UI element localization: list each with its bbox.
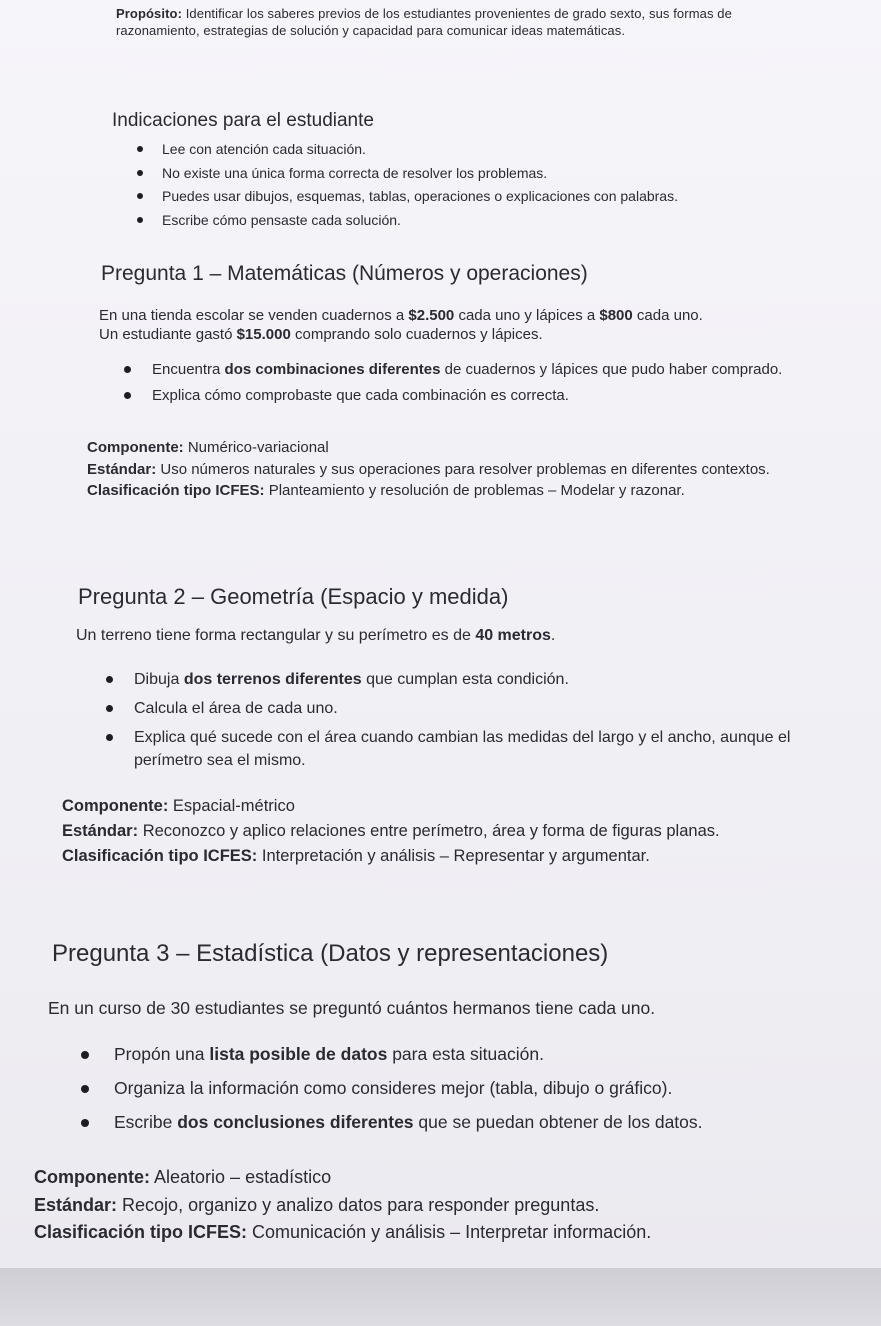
list-item xyxy=(134,668,854,691)
component-line xyxy=(34,1164,854,1192)
question-2-metadata xyxy=(62,794,862,869)
task-text: Dibuja xyxy=(134,671,184,688)
task-text: que se puedan obtener de los datos. xyxy=(413,1112,703,1132)
task-text: Escribe xyxy=(114,1112,178,1132)
question-3-tasks xyxy=(114,1042,854,1144)
standard-label: Estándar: xyxy=(34,1194,118,1215)
standard-line xyxy=(87,460,847,480)
statement-text: comprando solo cuadernos y lápices. xyxy=(290,326,543,343)
question-3-statement: En un curso de 30 estudiantes se preguntó cuántos hermanos tiene cada uno. xyxy=(48,998,656,1018)
question-2-tasks xyxy=(134,668,854,778)
statement-text: cada uno. xyxy=(632,307,703,324)
list-item xyxy=(114,1042,854,1066)
component-label: Componente: xyxy=(34,1167,150,1187)
classification-line xyxy=(87,481,847,501)
question-1-statement xyxy=(99,306,819,344)
task-emphasis: lista posible de datos xyxy=(209,1044,388,1064)
standard-line xyxy=(62,819,862,844)
component-line xyxy=(87,438,847,458)
list-item: Escribe cómo pensaste cada solución. xyxy=(162,210,678,234)
purpose-text: Identificar los saberes previos de los estudiantes provenientes de grado sexto, sus formas de razonamiento, estrategias de solución y capacidad para comunicar ideas matemáticas. xyxy=(116,6,732,38)
purpose-paragraph xyxy=(116,5,776,39)
page-bottom-shadow xyxy=(0,1268,881,1326)
standard-label: Estándar: xyxy=(62,822,139,840)
list-item xyxy=(152,386,802,405)
list-item xyxy=(114,1076,854,1100)
task-text: Explica cómo comprobaste que cada combinación es correcta. xyxy=(152,387,569,404)
standard-label: Estándar: xyxy=(87,460,157,478)
statement-text: . xyxy=(550,627,556,644)
question-3-metadata xyxy=(34,1164,854,1247)
classification-line xyxy=(34,1219,854,1247)
task-text: Explica qué sucede con el área cuando cambian las medidas del largo y el ancho, aunque el perímetro sea el mismo. xyxy=(134,729,791,769)
question-1-metadata xyxy=(87,438,847,503)
question-1-title: Pregunta 1 – Matemáticas (Números y operaciones) xyxy=(101,262,588,285)
list-item xyxy=(134,697,854,720)
task-text: de cuadernos y lápices que pudo haber comprado. xyxy=(440,361,783,378)
list-item xyxy=(114,1110,854,1134)
component-value: Espacial-métrico xyxy=(168,797,295,815)
statement-text: En una tienda escolar se venden cuadernos a xyxy=(99,307,409,324)
instructions-title: Indicaciones para el estudiante xyxy=(112,110,374,131)
statement-text: cada uno y lápices a xyxy=(454,307,600,324)
classification-label: Clasificación tipo ICFES: xyxy=(62,847,258,865)
component-label: Componente: xyxy=(62,797,169,815)
task-text: Calcula el área de cada uno. xyxy=(134,700,338,717)
component-value: Aleatorio – estadístico xyxy=(150,1167,332,1187)
task-text: Encuentra xyxy=(152,361,225,378)
question-3-title: Pregunta 3 – Estadística (Datos y representaciones) xyxy=(52,940,609,967)
classification-line xyxy=(62,844,862,869)
notebook-price: $2.500 xyxy=(408,307,455,324)
standard-value: Reconozco y aplico relaciones entre perímetro, área y forma de figuras planas. xyxy=(138,822,720,840)
task-text: para esta situación. xyxy=(387,1044,544,1064)
list-item: Puedes usar dibujos, esquemas, tablas, operaciones o explicaciones con palabras. xyxy=(162,186,678,210)
classification-label: Clasificación tipo ICFES: xyxy=(34,1222,248,1242)
standard-value: Recojo, organizo y analizo datos para responder preguntas. xyxy=(117,1194,600,1215)
standard-line xyxy=(34,1192,854,1220)
task-text: Organiza la información como consideres mejor (tabla, dibujo o gráfico). xyxy=(114,1078,673,1098)
list-item xyxy=(152,360,802,379)
task-emphasis: dos combinaciones diferentes xyxy=(224,361,441,378)
perimeter-value: 40 metros xyxy=(475,627,551,644)
list-item xyxy=(134,726,854,772)
classification-value: Planteamiento y resolución de problemas – Modelar y razonar. xyxy=(264,482,685,499)
standard-value: Uso números naturales y sus operaciones para resolver problemas en diferentes contextos. xyxy=(156,460,770,478)
component-value: Numérico-variacional xyxy=(183,439,329,456)
task-text: Propón una xyxy=(114,1044,210,1064)
task-text: que cumplan esta condición. xyxy=(361,671,569,688)
question-2-statement xyxy=(76,627,555,645)
list-item: No existe una única forma correcta de resolver los problemas. xyxy=(162,163,678,187)
total-spent: $15.000 xyxy=(236,326,291,343)
component-line xyxy=(62,794,862,819)
component-label: Componente: xyxy=(87,439,184,456)
task-emphasis: dos terrenos diferentes xyxy=(183,671,362,688)
instructions-list xyxy=(162,139,678,233)
question-1-tasks xyxy=(152,360,802,412)
classification-value: Interpretación y análisis – Representar y argumentar. xyxy=(257,847,650,865)
list-item: Lee con atención cada situación. xyxy=(162,139,678,163)
task-emphasis: dos conclusiones diferentes xyxy=(177,1112,414,1132)
classification-value: Comunicación y análisis – Interpretar información. xyxy=(247,1222,652,1242)
pencil-price: $800 xyxy=(599,307,633,324)
statement-text: Un estudiante gastó xyxy=(99,326,237,343)
question-2-title: Pregunta 2 – Geometría (Espacio y medida) xyxy=(78,584,509,609)
statement-text: Un terreno tiene forma rectangular y su perímetro es de xyxy=(76,627,476,644)
purpose-label: Propósito: xyxy=(116,6,182,21)
classification-label: Clasificación tipo ICFES: xyxy=(87,482,265,499)
